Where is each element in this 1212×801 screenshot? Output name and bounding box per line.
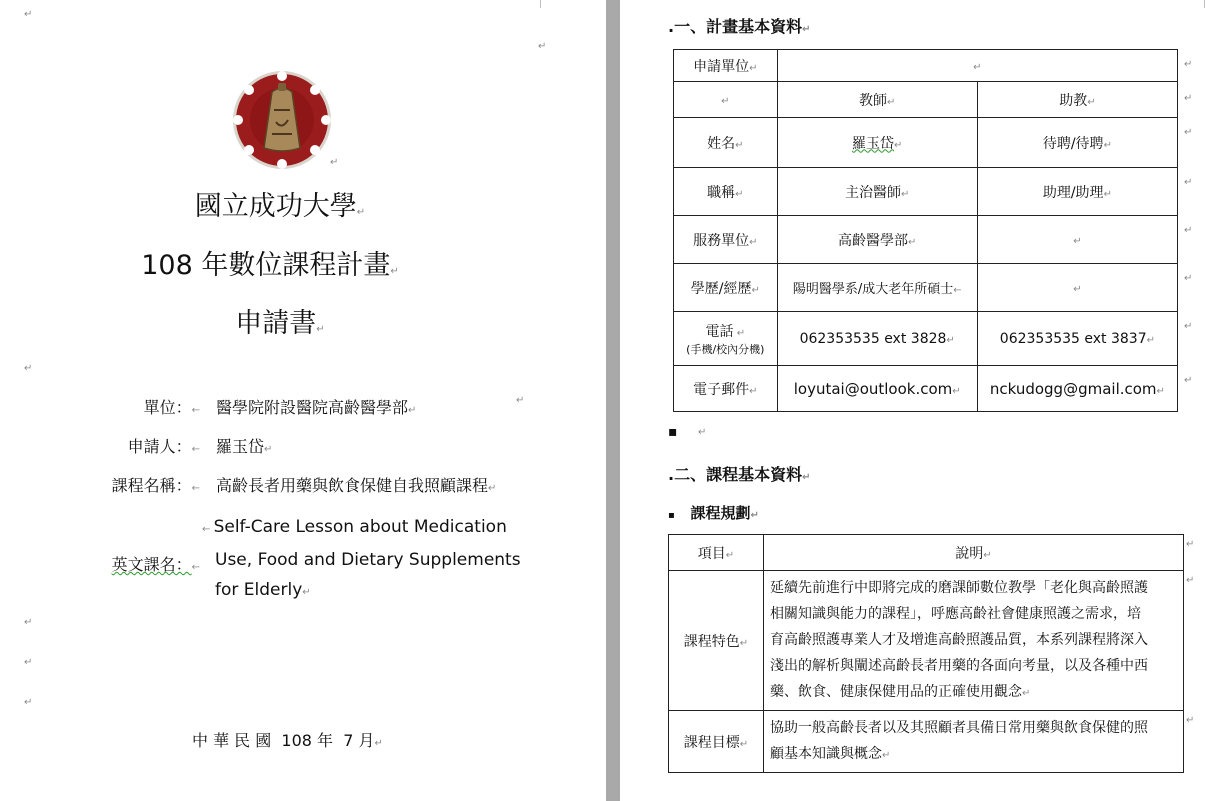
row-label: 學歷/經歷↵ xyxy=(674,264,778,312)
row-end-mark-icon: ↵ xyxy=(1184,127,1193,138)
paragraph-mark-icon: ↵ xyxy=(24,9,33,20)
paragraph-mark-icon: ↵ xyxy=(24,617,33,628)
row-label: 電話 ↵ (手機/校內分機) xyxy=(674,312,778,366)
row-end-mark-icon: ↵ xyxy=(1184,59,1193,70)
col-item: 項目↵ xyxy=(669,535,764,571)
table-row xyxy=(669,571,1184,711)
basic-info-table xyxy=(673,49,1178,412)
row-end-mark-icon: ↵ xyxy=(1184,93,1193,104)
teacher-cell: 陽明醫學系/成大老年所碩士← xyxy=(777,264,977,312)
applicant-value: 羅玉岱↵ xyxy=(216,437,273,456)
table-row xyxy=(674,312,1178,366)
unit-label: 單位：← xyxy=(143,398,200,417)
col-desc: 說明↵ xyxy=(764,535,1184,571)
date-line: 中 華 民 國 108 年 7 月↵ xyxy=(192,731,383,750)
row-end-mark-icon: ↵ xyxy=(1186,539,1195,550)
table-row xyxy=(674,366,1178,412)
header-empty-cell: ↵ xyxy=(674,82,778,118)
paragraph-mark-icon: ↵ xyxy=(24,697,33,708)
ncku-bell-seal-icon xyxy=(232,70,332,170)
course-name-label: 課程名稱：← xyxy=(111,476,200,495)
empty-bullet: ▪ xyxy=(668,424,678,440)
page-divider xyxy=(606,0,620,801)
apply-unit-value: ↵ xyxy=(777,50,1177,82)
english-name-value: ← Self-Care Lesson about Medication Use, Food and Dietary Supplements for Elderly↵ xyxy=(202,517,521,600)
english-name-label: 英文課名：← xyxy=(111,555,200,574)
teacher-cell: 高齡醫學部↵ xyxy=(777,216,977,264)
paragraph-mark-icon: ↵ xyxy=(516,395,525,406)
table-row xyxy=(674,168,1178,216)
row-end-mark-icon: ↵ xyxy=(1186,575,1195,586)
paragraph-mark-icon: ↵ xyxy=(24,657,33,668)
right-page xyxy=(620,0,1212,801)
table-row xyxy=(674,118,1178,168)
crop-mark xyxy=(1190,0,1205,8)
row-end-mark-icon: ↵ xyxy=(1184,177,1193,188)
section2-heading: .二、課程基本資料↵ xyxy=(668,465,811,484)
ta-cell: 062353535 ext 3837↵ xyxy=(977,312,1177,366)
teacher-cell: 主治醫師↵ xyxy=(777,168,977,216)
row-end-mark-icon: ↵ xyxy=(1184,273,1193,284)
paragraph-mark-icon: ↵ xyxy=(538,41,547,52)
applicant-label: 申請人：← xyxy=(127,437,200,456)
ta-cell: nckudogg@gmail.com↵ xyxy=(977,366,1177,412)
course-name-value: 高齡長者用藥與飲食保健自我照顧課程↵ xyxy=(216,476,497,495)
desc-cell: 延續先前進行中即將完成的磨課師數位教學「老化與高齡照護 相關知識與能力的課程」，呼應高齡社會健康照護之需求，培 育高齡照護專業人才及增進高齡照護品質，本系列課程將深入 淺出的解析與闡述高齡長者用藥的各面向考量，以及各種中西 藥、飲食、健康保健用品的正確使用觀念↵ xyxy=(764,571,1184,711)
ta-cell: 助理/助理↵ xyxy=(977,168,1177,216)
paragraph-mark-icon: ↵ xyxy=(24,363,33,374)
row-label: 服務單位↵ xyxy=(674,216,778,264)
col-teacher: 教師↵ xyxy=(777,82,977,118)
teacher-cell: 062353535 ext 3828↵ xyxy=(777,312,977,366)
row-label: 課程目標↵ xyxy=(669,711,764,773)
col-ta: 助教↵ xyxy=(977,82,1177,118)
row-label: 姓名↵ xyxy=(674,118,778,168)
plan-title: 108 年數位課程計畫↵ xyxy=(141,250,399,281)
paragraph-mark-icon: ↵ xyxy=(330,157,339,168)
row-label: 電子郵件↵ xyxy=(674,366,778,412)
row-end-mark-icon: ↵ xyxy=(1186,715,1195,726)
row-label: 課程特色↵ xyxy=(669,571,764,711)
ta-cell: ↵ xyxy=(977,264,1177,312)
course-planning-subheading: ▪ 課程規劃↵ xyxy=(668,504,759,522)
teacher-cell: 羅玉岱↵ xyxy=(777,118,977,168)
table-row xyxy=(674,264,1178,312)
section1-heading: .一、計畫基本資料↵ xyxy=(668,17,811,36)
crop-mark xyxy=(540,0,555,8)
row-end-mark-icon: ↵ xyxy=(1184,375,1193,386)
university-name: 國立成功大學↵ xyxy=(194,191,366,222)
ta-cell: ↵ xyxy=(977,216,1177,264)
row-end-mark-icon: ↵ xyxy=(1184,225,1193,236)
unit-value: 醫學院附設醫院高齡醫學部↵ xyxy=(216,398,417,417)
form-title: 申請書↵ xyxy=(235,308,325,339)
row-label: 職稱↵ xyxy=(674,168,778,216)
apply-unit-label: 申請單位↵ xyxy=(674,50,778,82)
row-end-mark-icon: ↵ xyxy=(1184,321,1193,332)
table-row xyxy=(669,711,1184,773)
desc-cell: 協助一般高齡長者以及其照顧者具備日常用藥與飲食保健的照 顧基本知識與概念↵ xyxy=(764,711,1184,773)
ta-cell: 待聘/待聘↵ xyxy=(977,118,1177,168)
course-planning-table xyxy=(668,534,1184,773)
paragraph-mark-icon: ↵ xyxy=(698,427,707,438)
table-row xyxy=(674,216,1178,264)
teacher-cell: loyutai@outlook.com↵ xyxy=(777,366,977,412)
